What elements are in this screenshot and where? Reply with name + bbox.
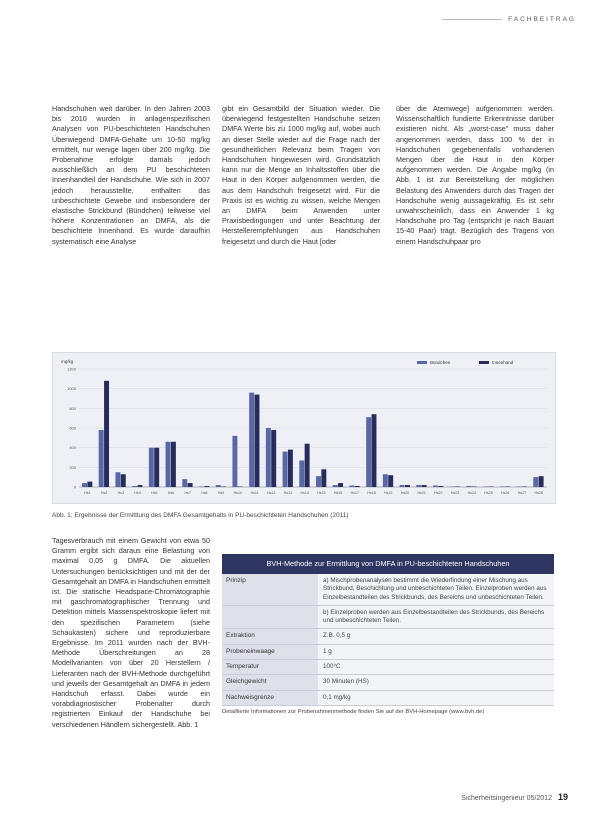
legend-label: Bündchen	[430, 360, 451, 365]
bar	[82, 483, 87, 487]
x-tick-label: Hs10	[233, 491, 242, 495]
y-tick-label: 1200	[67, 366, 76, 372]
bar	[372, 414, 377, 487]
bar	[99, 430, 104, 487]
x-tick-label: Hs3	[117, 491, 124, 495]
bar	[349, 486, 354, 487]
bar-chart	[52, 352, 556, 504]
info-row	[222, 606, 554, 630]
bar	[400, 485, 405, 487]
info-row	[222, 574, 554, 606]
bar	[383, 474, 388, 487]
info-row-value: b) Einzelproben werden aus Einzelbestandteilen des Strickbunds, des Bereichs und unbeschichteten Teilen.	[318, 606, 554, 629]
bar	[355, 486, 360, 487]
section-label: FACHBEITRAG	[508, 16, 576, 23]
x-tick-label: Hs11	[250, 491, 259, 495]
info-row-label	[222, 606, 318, 629]
x-tick-label: Hs1	[84, 491, 91, 495]
bar	[299, 460, 304, 487]
column-3-text: über die Atemwege] aufgenommen werden. Wissenschaftlich fundierte Erkenntnisse darüber existieren nicht. Als „worst-case" muss daher angenommen werden, dass 100 % der in Handschuhen gegebenenfalls vorhandenen Mengen über die Haut in den Körper aufgenommen werden. Die Angabe mg/kg (in Abb. 1 ist zur Bereitstellung der möglichen Belastung des Anwenders durch das Tragen der Handschuhe wenig aussagekräftig. Es ist sehr unwahrscheinlich, dass ein Anwender 1 kg Handschuhe pro Tag (entspricht je nach Bauart 15-40 Paar) trägt. Bezüglich des Tragens von einem Handschuhpaar pro	[396, 104, 554, 246]
bar	[188, 483, 193, 487]
x-tick-label: Hs15	[317, 491, 326, 495]
bar	[321, 469, 326, 487]
text-column-2	[222, 104, 380, 247]
info-row-label: Probeneinwaage	[222, 645, 318, 659]
bar	[182, 479, 187, 487]
bar	[115, 472, 120, 487]
magazine-name: Sicherheitsingenieur 05/2012	[461, 795, 552, 802]
page-number: 19	[557, 792, 568, 802]
info-row	[222, 675, 554, 690]
x-tick-label: Hs16	[333, 491, 343, 495]
x-tick-label: Hs7	[184, 491, 191, 495]
x-tick-label: Hs14	[300, 491, 309, 495]
x-tick-label: Hs9	[217, 491, 225, 495]
x-tick-label: Hs18	[367, 491, 376, 495]
column-4-text: Tagesverbrauch mit einem Gewicht von etwa 50 Gramm ergibt sich daraus eine Belastung von maximal 0,05 g DMFA. Die aktuellen Untersuchungen berücksichtigen und mit der der Gesamtgehalt an DMFA in Handschuhen ermittelt ist. Die statische Headspace-Chromatographie mit gaschromatographischer Trennung und Detektion mittels Massenspektroskopie liefert mit den spezifischen Parametern (siehe Schaukasten) sichere und reproduzierbare Ergebnisse. Im 2011 wurden nach der BVH-Methode Überschreitungen an 28 Modellvarianten von über 20 Herstellern / Lieferanten nach der BVH-Methode durchgeführt und jeweils der Gesamtgehalt an DMFA in jedem Handschuh erfasst. Dabei wurde ein vorabdiagnostischer Probenalter durch registrierten Einkauf der Handschuhe bei verschiedenen Händlern sichergestellt. Abb. 1	[52, 536, 210, 729]
page-footer	[461, 792, 568, 802]
y-tick-label: 400	[69, 445, 76, 451]
legend-swatch	[479, 361, 489, 364]
y-tick-label: 600	[69, 425, 76, 431]
info-row	[222, 629, 554, 644]
column-1-text: Handschuhen weit darüber. In den Jahren 2003 bis 2010 wurden in anlagenspezifischen Analysen von PU-beschichteten Handschuhen Überwiegend DMFA-Gehalte um 10-50 mg/kg ermittelt, nur wenige lagen über 200 mg/kg. Die Probenahme erfolgte damals jedoch ausschließlich an dem PU beschichteten Innenhandteil der Handschuhe. Wie sich in 2007 jedoch herausstellte, enthalten das unbeschichtete Gewebe und insbesondere der elastische Strickbund (Bündchen) teilweise viel höhere Konzentrationen an DMFA, als die beschichtete Innenhand. Es wurde daraufhin systematisch eine Analyse	[52, 104, 210, 246]
bar	[405, 485, 410, 487]
text-column-1	[52, 104, 210, 247]
bar	[438, 486, 443, 487]
x-tick-label: Hs27	[517, 491, 527, 495]
info-box-rows	[222, 574, 554, 706]
bar	[333, 485, 338, 487]
column-2-text: gibt ein Gesamtbild der Situation wieder. Die überwiegend festgestellten Handschuhe setzen DMFA Werte bis zu 1000 mg/kg auf, wobei auch an dieser Stelle wieder auf die Frage nach der gesundheitlichen Relevanz beim Tragen von Handschuhen hingewiesen wird. Grundsätzlich kann nur die Menge an Inhaltsstoffen über die Haut in den Körper aufgenommen werden, die aus dem Handschuh freigesetzt wird. Für die Praxis ist es wichtig zu wissen, welche Mengen an DMFA beim Anwenden unter Praxisbedingungen und unter Beachtung der Herstellerempfehlungen aus Handschuhen freigesetzt und durch die Haut [oder	[222, 104, 380, 246]
bar	[138, 485, 143, 487]
bar	[87, 482, 92, 487]
bar	[422, 485, 427, 487]
x-tick-label: Hs24	[467, 491, 476, 495]
bar	[154, 448, 159, 487]
x-tick-label: Hs6	[167, 491, 175, 495]
legend-label: Innenhand	[492, 360, 514, 365]
bar	[104, 381, 109, 487]
info-row	[222, 660, 554, 675]
bar	[121, 474, 126, 487]
bar	[288, 450, 293, 487]
x-tick-label: Hs12	[267, 491, 276, 495]
bar	[149, 448, 154, 487]
text-column-4	[52, 536, 210, 730]
info-box-footnote: Detaillierte Informationen zur Probenahmenmethode finden Sie auf der BVH-Homepage (www.bvh.de)	[222, 708, 485, 715]
bar	[283, 452, 288, 487]
y-tick-label: 0	[73, 484, 76, 490]
x-tick-label: Hs5	[151, 491, 158, 495]
x-tick-label: Hs20	[400, 491, 410, 495]
info-row	[222, 691, 554, 706]
x-tick-label: Hs28	[534, 491, 543, 495]
info-row-label: Prinzip	[222, 574, 318, 605]
y-tick-label: 1000	[67, 386, 76, 392]
info-row-value: a) Mischprobenanalysen bestimmt die Wiederfindung einer Mischung aus Strickbund, Beschichtung und unbeschichteten Teilen. Einzelproben werden aus Einzelbestandteilen des Strickbunds, des Bereichs und unbeschichteten Teilen.	[318, 574, 554, 605]
bar	[271, 430, 276, 487]
info-row-value: 100°C	[318, 660, 554, 674]
info-box-title: BVH-Methode zur Ermittlung von DMFA in PU-beschichteten Handschuhen	[222, 554, 554, 574]
info-row	[222, 645, 554, 660]
bar	[316, 476, 321, 487]
info-row-label: Temperatur	[222, 660, 318, 674]
bar	[305, 444, 310, 487]
y-axis-label: mg/kg	[61, 359, 74, 364]
text-column-3	[396, 104, 554, 247]
y-tick-label: 200	[69, 464, 76, 470]
x-tick-label: Hs26	[501, 491, 510, 495]
legend-swatch	[417, 361, 427, 364]
bar	[216, 485, 221, 487]
x-tick-label: Hs19	[384, 491, 393, 495]
bar	[433, 486, 438, 487]
info-row-value: 1 g	[318, 645, 554, 659]
bar	[533, 477, 538, 487]
bar	[171, 442, 176, 487]
bar	[249, 393, 254, 487]
bar	[166, 442, 171, 487]
bar	[366, 417, 371, 487]
bar	[539, 476, 544, 487]
info-row-label: Extraktion	[222, 629, 318, 643]
figure-caption: Abb. 1: Ergebnisse der Ermittlung des DMFA Gesamtgehalts in PU-beschichteten Handschuhen (2011)	[52, 512, 349, 519]
x-tick-label: Hs25	[484, 491, 493, 495]
y-tick-label: 800	[69, 405, 76, 411]
chart-svg	[53, 353, 555, 503]
info-row-label: Nachweisgrenze	[222, 691, 318, 705]
bar	[255, 395, 260, 487]
info-row-value: 0,1 mg/kg	[318, 691, 554, 705]
bar	[466, 486, 471, 487]
bar	[338, 483, 343, 487]
info-row-value: 30 Minuten (HS)	[318, 675, 554, 689]
bar	[416, 485, 421, 487]
bar	[132, 486, 137, 487]
bar	[232, 436, 237, 487]
info-box	[222, 554, 554, 715]
section-tag	[442, 16, 576, 23]
x-tick-label: Hs17	[350, 491, 359, 495]
x-tick-label: Hs21	[417, 491, 426, 495]
x-tick-label: Hs2	[100, 491, 108, 495]
x-tick-label: Hs23	[450, 491, 460, 495]
x-tick-label: Hs22	[434, 491, 443, 495]
x-tick-label: Hs13	[283, 491, 293, 495]
bar	[266, 428, 271, 487]
x-tick-label: Hs4	[134, 491, 141, 495]
bar	[388, 475, 393, 487]
x-tick-label: Hs8	[201, 491, 208, 495]
bar	[204, 486, 209, 487]
info-row-label: Gleichgewicht	[222, 675, 318, 689]
info-row-value: Z.B. 0,5 g	[318, 629, 554, 643]
